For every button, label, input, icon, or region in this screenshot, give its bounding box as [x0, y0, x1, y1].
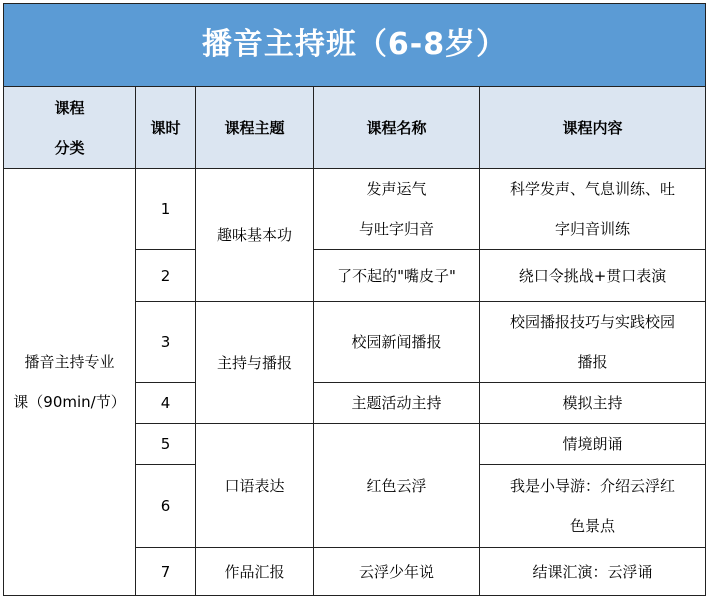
- content-cell: 结课汇演：云浮诵: [480, 548, 706, 596]
- content-cell: 模拟主持: [480, 383, 706, 424]
- name-line1: 发声运气: [366, 180, 427, 198]
- row-number: 3: [136, 302, 196, 383]
- header-name: 课程名称: [314, 87, 480, 169]
- content-line2: 字归音训练: [555, 220, 631, 238]
- theme-cell: 趣味基本功: [196, 169, 314, 302]
- content-line1: 科学发声、气息训练、吐: [510, 180, 676, 198]
- header-category: [4, 87, 136, 169]
- row-number: 2: [136, 250, 196, 302]
- theme-cell: 作品汇报: [196, 548, 314, 596]
- content-cell: [480, 169, 706, 250]
- category-line1: 播音主持专业: [24, 353, 115, 371]
- content-line2: 色景点: [570, 517, 616, 535]
- category-cell: [4, 169, 136, 596]
- theme-cell: 口语表达: [196, 424, 314, 548]
- theme-cell: 主持与播报: [196, 302, 314, 424]
- content-cell: 绕口令挑战+贯口表演: [480, 250, 706, 302]
- content-line1: 校园播报技巧与实践校园: [510, 313, 676, 331]
- row-number: 5: [136, 424, 196, 465]
- name-cell: [314, 169, 480, 250]
- header-hours: 课时: [136, 87, 196, 169]
- name-cell: 校园新闻播报: [314, 302, 480, 383]
- table-row: [4, 169, 706, 250]
- header-category-line1: 课程: [54, 98, 85, 117]
- table-title: 播音主持班（6-8岁）: [4, 4, 706, 87]
- header-category-line2: 分类: [54, 138, 85, 157]
- content-cell: [480, 465, 706, 548]
- course-table-sheet: [3, 3, 705, 597]
- row-number: 4: [136, 383, 196, 424]
- content-cell: 情境朗诵: [480, 424, 706, 465]
- content-cell: [480, 302, 706, 383]
- row-number: 7: [136, 548, 196, 596]
- name-cell: 主题活动主持: [314, 383, 480, 424]
- name-cell: 云浮少年说: [314, 548, 480, 596]
- content-line2: 播报: [577, 353, 608, 371]
- category-line2: 课（90min/节）: [13, 393, 126, 411]
- name-cell: 了不起的"嘴皮子": [314, 250, 480, 302]
- header-content: 课程内容: [480, 87, 706, 169]
- name-cell: 红色云浮: [314, 424, 480, 548]
- name-line2: 与吐字归音: [358, 220, 434, 238]
- content-line1: 我是小导游：介绍云浮红: [510, 477, 676, 495]
- row-number: 6: [136, 465, 196, 548]
- row-number: 1: [136, 169, 196, 250]
- header-theme: 课程主题: [196, 87, 314, 169]
- course-table: [3, 3, 706, 596]
